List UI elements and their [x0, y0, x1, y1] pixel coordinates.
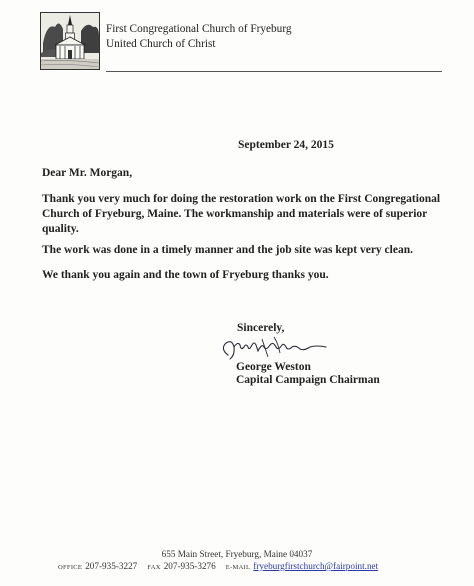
body-paragraph-2: The work was done in a timely manner and the job site was kept very clean.	[42, 244, 413, 256]
salutation: Dear Mr. Morgan,	[42, 167, 133, 179]
denomination: United Church of Christ	[106, 38, 216, 50]
closing: Sincerely,	[237, 322, 285, 334]
body-paragraph-1: Thank you very much for doing the restoration work on the First Congregational Church of Fryeburg, Maine. The workmanship and materials were of superior quality.	[42, 193, 441, 235]
signer-name: George Weston	[236, 361, 311, 373]
body-paragraph-3: We thank you again and the town of Fryeburg thanks you.	[42, 269, 329, 281]
email-link[interactable]: fryeburgfirstchurch@fairpoint.net	[253, 561, 379, 571]
letterhead	[106, 22, 292, 52]
signer-title: Capital Campaign Chairman	[236, 374, 380, 386]
email-label: E-MAIL	[225, 564, 251, 571]
church-logo-image	[40, 12, 100, 70]
fax-phone: 207-935-3276	[163, 561, 216, 571]
office-label: OFFICE	[58, 564, 83, 571]
footer-address: 655 Main Street, Fryeburg, Maine 04037	[161, 549, 313, 559]
fax-label: FAX	[147, 564, 161, 571]
church-name: First Congregational Church of Fryeburg	[106, 23, 292, 35]
letter-date: September 24, 2015	[238, 139, 334, 151]
footer-contact	[58, 561, 378, 571]
office-phone: 207-935-3227	[85, 561, 138, 571]
letterhead-divider	[106, 71, 442, 72]
